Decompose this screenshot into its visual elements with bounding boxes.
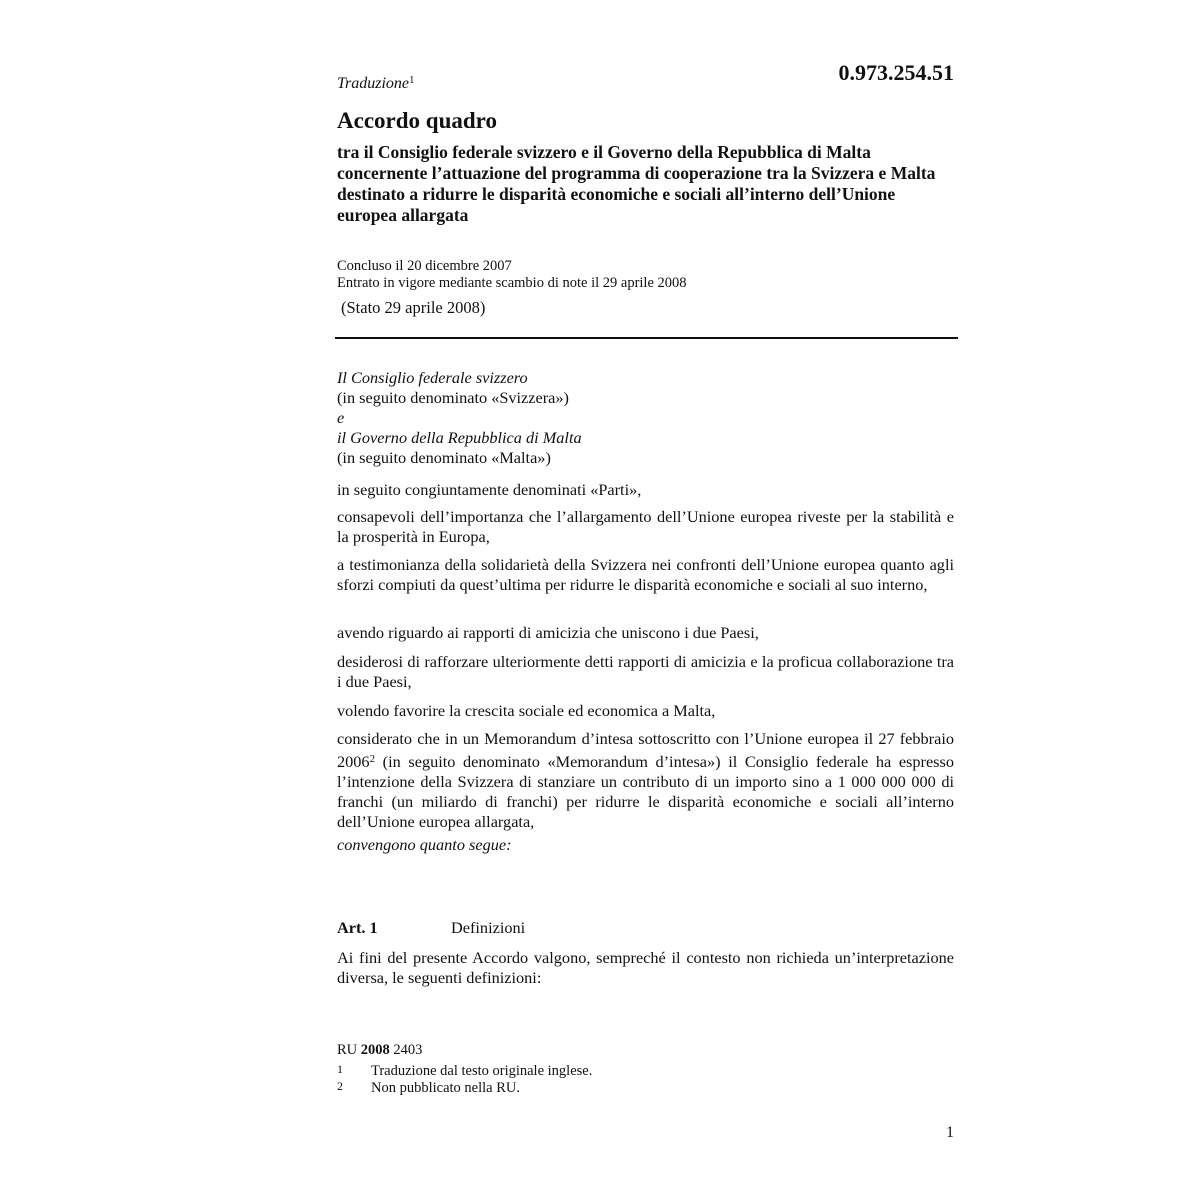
official-compilation-ref: RU 2008 2403 [337, 1042, 423, 1058]
status-date: (Stato 29 aprile 2008) [341, 298, 486, 317]
party-switzerland: Il Consiglio federale svizzero [337, 368, 528, 387]
party-conjunction: e [337, 408, 345, 427]
article-number: Art. 1 [337, 918, 378, 937]
document-subtitle: tra il Consiglio federale svizzero e il Governo della Repubblica di Malta concernente l’attuazione del programma di cooperazione tra la Svizzera e Malta destinato a ridurre le disparità economiche e sociali all’interno dell’Unione europea allargata [337, 142, 936, 225]
concluded-date: Concluso il 20 dicembre 2007 [337, 258, 512, 274]
preamble-paragraph-2: a testimonianza della solidarietà della Svizzera nei confronti dell’Unione europea quanto agli sforzi compiuti da quest’ultima per ridurre le disparità economiche e sociali al suo interno, [337, 555, 954, 594]
footnote-text: Non pubblicato nella RU. [371, 1080, 521, 1096]
page-number: 1 [946, 1124, 954, 1141]
in-force-date: Entrato in vigore mediante scambio di note il 29 aprile 2008 [337, 275, 687, 291]
systematic-number: 0.973.254.51 [838, 60, 954, 85]
footnote-ref-1: 1 [409, 74, 415, 86]
document-meta [337, 258, 954, 292]
document-title: Accordo quadro [337, 108, 497, 133]
translation-label: Traduzione$^1$ [337, 74, 415, 92]
party-malta: il Governo della Repubblica di Malta [337, 428, 582, 447]
article-title: Definizioni [451, 918, 526, 937]
article-1-text: Ai fini del presente Accordo valgono, sempreché il contesto non richieda un’interpretazione diversa, le seguenti definizioni: [337, 948, 954, 987]
footnote-1 [337, 1063, 954, 1080]
footnote-2 [337, 1080, 954, 1097]
footnote-text: Traduzione dal testo originale inglese. [371, 1063, 593, 1079]
preamble-jointly: in seguito congiuntamente denominati «Parti», [337, 480, 642, 499]
preamble-paragraph-3: avendo riguardo ai rapporti di amicizia che uniscono i due Paesi, [337, 623, 759, 642]
preamble-parties [337, 368, 954, 468]
preamble-paragraph-1: consapevoli dell’importanza che l’allargamento dell’Unione europea riveste per la stabilità e la prosperità in Europa, [337, 507, 954, 546]
footnote-number: 2 [337, 1079, 343, 1093]
footnote-ref-2: 2 [369, 753, 376, 765]
article-1-heading [337, 918, 954, 938]
preamble-agreed: convengono quanto segue: [337, 835, 512, 854]
party-switzerland-alias: (in seguito denominato «Svizzera») [337, 388, 569, 407]
header-divider [335, 337, 958, 339]
preamble-paragraph-5: volendo favorire la crescita sociale ed economica a Malta, [337, 701, 716, 720]
preamble-paragraph-4: desiderosi di rafforzare ulteriormente detti rapporti di amicizia e la proficua collaborazione tra i due Paesi, [337, 652, 954, 691]
footnote-number: 1 [337, 1062, 343, 1076]
preamble-paragraph-6: considerato che in un Memorandum d’intesa sottoscritto con l’Unione europea il 27 febbraio 2006$^2$ (in seguito denominato «Memorandum d’intesa») il Consiglio federale ha espresso l’intenzione della Svizzera di stanziare un contributo di un importo sino a 1 000 000 000 di franchi (un miliardo di franchi) per ridurre le disparità economiche e sociali all’interno dell’Unione europea allargata, [337, 729, 954, 831]
party-malta-alias: (in seguito denominato «Malta») [337, 448, 551, 467]
